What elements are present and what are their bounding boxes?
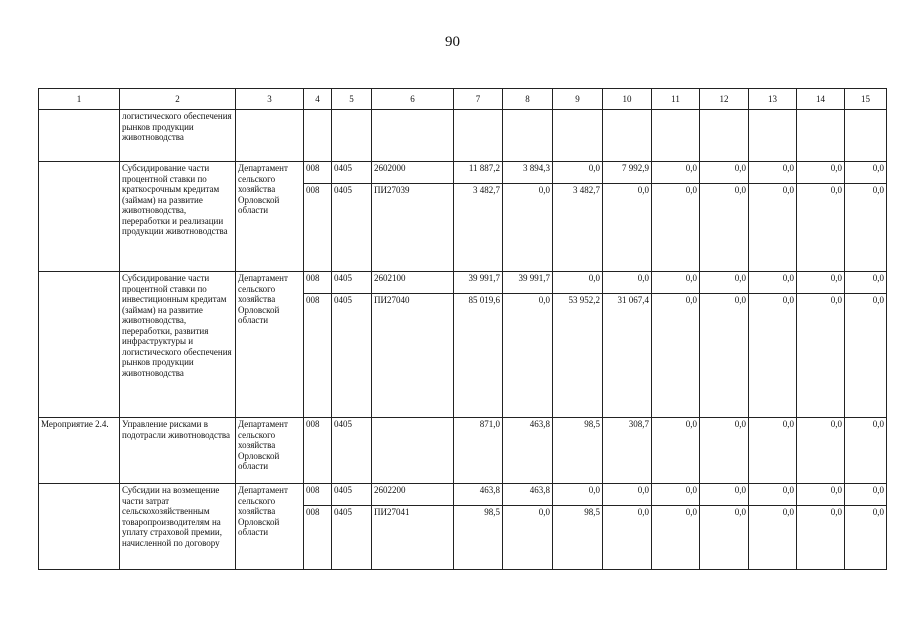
section-code-cell [332, 110, 372, 162]
amount-cell: 0,0 [797, 294, 845, 418]
amount-cell: 463,8 [503, 418, 553, 484]
description-cell: логистического обеспечения рынков продукции животноводства [120, 110, 236, 162]
ministry-code-cell: 008 [304, 162, 332, 184]
ministry-code-cell [304, 110, 332, 162]
amount-cell: 0,0 [652, 506, 700, 570]
amount-cell: 0,0 [797, 184, 845, 272]
amount-cell: 0,0 [749, 272, 797, 294]
amount-cell: 0,0 [700, 294, 749, 418]
amount-cell: 0,0 [845, 294, 887, 418]
amount-cell: 0,0 [652, 418, 700, 484]
amount-cell: 0,0 [652, 294, 700, 418]
amount-cell: 0,0 [749, 162, 797, 184]
amount-cell: 0,0 [503, 294, 553, 418]
budget-table [38, 88, 887, 570]
amount-cell: 3 482,7 [454, 184, 503, 272]
amount-cell: 0,0 [652, 272, 700, 294]
amount-cell: 0,0 [845, 418, 887, 484]
amount-cell: 0,0 [797, 418, 845, 484]
amount-cell: 0,0 [603, 272, 652, 294]
amount-cell: 0,0 [845, 184, 887, 272]
responsible-cell: Департамент сельского хозяйства Орловской области [236, 272, 304, 418]
amount-cell: 0,0 [749, 484, 797, 506]
table-row [39, 484, 887, 506]
column-header-11: 11 [652, 89, 700, 110]
column-header-14: 14 [797, 89, 845, 110]
description-cell: Субсидирование части процентной ставки по инвестиционным кредитам (займам) на развитие животноводства, переработки, развития инфраструктуры и логистического обеспечения рынков продукции животноводства [120, 272, 236, 418]
column-header-2: 2 [120, 89, 236, 110]
section-code-cell: 0405 [332, 294, 372, 418]
description-cell: Субсидии на возмещение части затрат сельскохозяйственным товаропроизводителям на уплату страховой премии, начисленной по договору [120, 484, 236, 570]
ministry-code-cell: 008 [304, 272, 332, 294]
amount-cell [603, 110, 652, 162]
column-header-15: 15 [845, 89, 887, 110]
amount-cell: 7 992,9 [603, 162, 652, 184]
amount-cell: 39 991,7 [454, 272, 503, 294]
amount-cell: 0,0 [603, 184, 652, 272]
section-code-cell: 0405 [332, 506, 372, 570]
amount-cell: 0,0 [700, 184, 749, 272]
column-header-4: 4 [304, 89, 332, 110]
row-label-cell [39, 484, 120, 570]
amount-cell: 0,0 [797, 272, 845, 294]
column-header-5: 5 [332, 89, 372, 110]
amount-cell: 0,0 [749, 418, 797, 484]
amount-cell: 0,0 [700, 484, 749, 506]
table-header [39, 89, 887, 110]
column-header-13: 13 [749, 89, 797, 110]
target-article-cell [372, 418, 454, 484]
section-code-cell: 0405 [332, 184, 372, 272]
row-label-cell [39, 272, 120, 418]
amount-cell: 0,0 [845, 162, 887, 184]
column-header-7: 7 [454, 89, 503, 110]
amount-cell: 0,0 [797, 506, 845, 570]
row-label-cell: Мероприятие 2.4. [39, 418, 120, 484]
amount-cell: 0,0 [603, 484, 652, 506]
table-row [39, 162, 887, 184]
amount-cell [845, 110, 887, 162]
amount-cell: 0,0 [700, 506, 749, 570]
ministry-code-cell: 008 [304, 294, 332, 418]
description-cell: Управление рисками в подотрасли животноводства [120, 418, 236, 484]
page-number: 90 [445, 34, 460, 50]
column-header-9: 9 [553, 89, 603, 110]
amount-cell [700, 110, 749, 162]
amount-cell: 463,8 [503, 484, 553, 506]
amount-cell: 85 019,6 [454, 294, 503, 418]
column-header-3: 3 [236, 89, 304, 110]
column-header-6: 6 [372, 89, 454, 110]
amount-cell [797, 110, 845, 162]
section-code-cell: 0405 [332, 484, 372, 506]
amount-cell: 0,0 [700, 162, 749, 184]
amount-cell: 11 887,2 [454, 162, 503, 184]
target-article-cell: ПИ27039 [372, 184, 454, 272]
amount-cell: 0,0 [845, 484, 887, 506]
table-body [39, 110, 887, 570]
amount-cell: 0,0 [845, 506, 887, 570]
description-cell: Субсидирование части процентной ставки по краткосрочным кредитам (займам) на развитие животноводства, переработки и реализации продукции животноводства [120, 162, 236, 272]
ministry-code-cell: 008 [304, 418, 332, 484]
column-header-8: 8 [503, 89, 553, 110]
amount-cell: 0,0 [749, 184, 797, 272]
table-row [39, 110, 887, 162]
amount-cell: 3 482,7 [553, 184, 603, 272]
section-code-cell: 0405 [332, 162, 372, 184]
amount-cell: 98,5 [553, 418, 603, 484]
target-article-cell [372, 110, 454, 162]
amount-cell: 0,0 [503, 506, 553, 570]
column-header-1: 1 [39, 89, 120, 110]
table-row [39, 418, 887, 484]
amount-cell [503, 110, 553, 162]
amount-cell [749, 110, 797, 162]
ministry-code-cell: 008 [304, 184, 332, 272]
column-header-10: 10 [603, 89, 652, 110]
responsible-cell: Департамент сельского хозяйства Орловской области [236, 162, 304, 272]
amount-cell: 0,0 [700, 272, 749, 294]
amount-cell: 98,5 [553, 506, 603, 570]
amount-cell: 0,0 [797, 484, 845, 506]
amount-cell: 0,0 [845, 272, 887, 294]
responsible-cell [236, 110, 304, 162]
amount-cell: 53 952,2 [553, 294, 603, 418]
amount-cell: 0,0 [652, 184, 700, 272]
amount-cell: 0,0 [553, 484, 603, 506]
amount-cell [454, 110, 503, 162]
target-article-cell: ПИ27040 [372, 294, 454, 418]
responsible-cell: Департамент сельского хозяйства Орловской области [236, 418, 304, 484]
target-article-cell: 2602200 [372, 484, 454, 506]
responsible-cell: Департамент сельского хозяйства Орловской области [236, 484, 304, 570]
amount-cell [652, 110, 700, 162]
amount-cell [553, 110, 603, 162]
amount-cell: 0,0 [749, 294, 797, 418]
table-row [39, 272, 887, 294]
amount-cell: 463,8 [454, 484, 503, 506]
amount-cell: 0,0 [553, 162, 603, 184]
amount-cell: 0,0 [503, 184, 553, 272]
amount-cell: 0,0 [749, 506, 797, 570]
ministry-code-cell: 008 [304, 506, 332, 570]
amount-cell: 39 991,7 [503, 272, 553, 294]
row-label-cell [39, 162, 120, 272]
amount-cell: 0,0 [553, 272, 603, 294]
amount-cell: 0,0 [652, 162, 700, 184]
row-label-cell [39, 110, 120, 162]
section-code-cell: 0405 [332, 418, 372, 484]
column-header-12: 12 [700, 89, 749, 110]
amount-cell: 0,0 [652, 484, 700, 506]
amount-cell: 0,0 [603, 506, 652, 570]
amount-cell: 31 067,4 [603, 294, 652, 418]
amount-cell: 0,0 [700, 418, 749, 484]
ministry-code-cell: 008 [304, 484, 332, 506]
amount-cell: 871,0 [454, 418, 503, 484]
section-code-cell: 0405 [332, 272, 372, 294]
amount-cell: 308,7 [603, 418, 652, 484]
amount-cell: 3 894,3 [503, 162, 553, 184]
target-article-cell: 2602000 [372, 162, 454, 184]
target-article-cell: 2602100 [372, 272, 454, 294]
target-article-cell: ПИ27041 [372, 506, 454, 570]
amount-cell: 98,5 [454, 506, 503, 570]
amount-cell: 0,0 [797, 162, 845, 184]
header-row [39, 89, 887, 110]
